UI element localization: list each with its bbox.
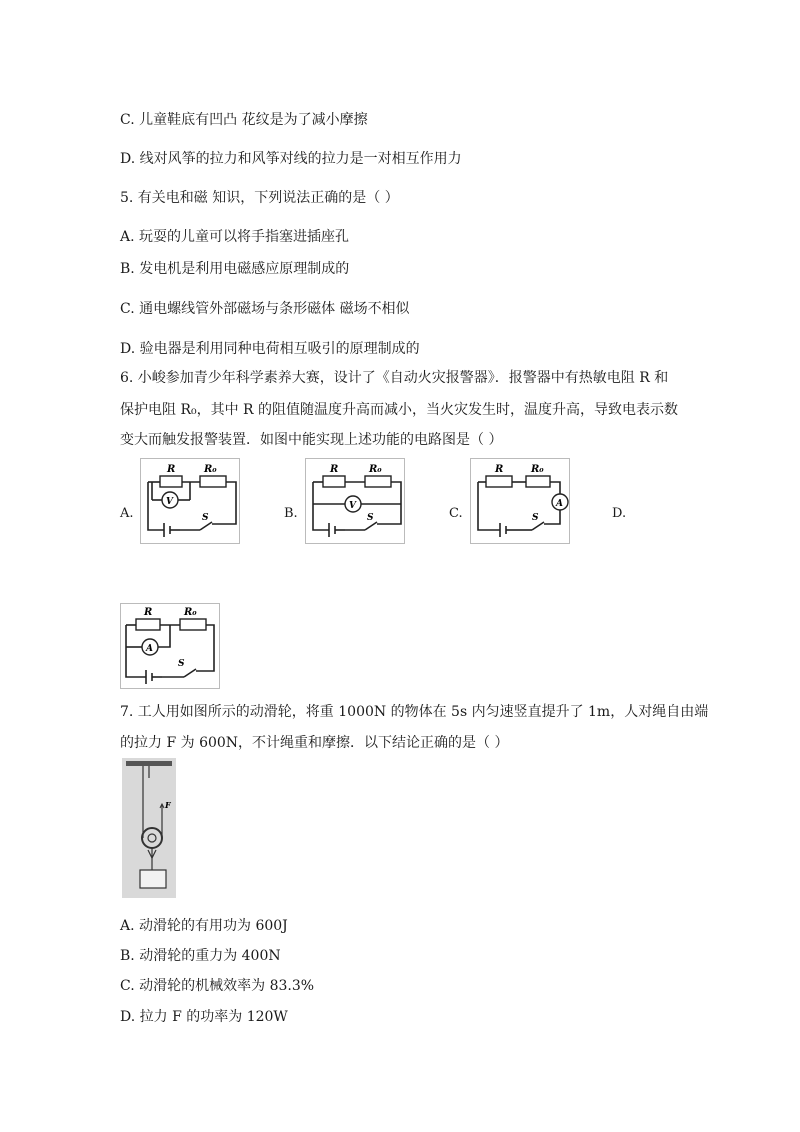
q5-option-a: A. 玩耍的儿童可以将手指塞进插座孔 bbox=[120, 229, 350, 245]
q7-stem-line-2: 的拉力 F 为 600N，不计绳重和摩擦．以下结论正确的是（ ） bbox=[120, 735, 509, 751]
q5-stem: 5. 有关电和磁 知识，下列说法正确的是（ ） bbox=[120, 190, 399, 206]
resistor-r-label: R bbox=[167, 464, 176, 475]
resistor-r-label: R bbox=[144, 607, 153, 618]
q4-option-d: D. 线对风筝的拉力和风筝对线的拉力是一对相互作用力 bbox=[120, 151, 462, 167]
switch-s-label: S bbox=[178, 659, 185, 669]
switch-s-label: S bbox=[367, 513, 374, 523]
q7-option-b: B. 动滑轮的重力为 400N bbox=[120, 948, 281, 964]
resistor-r-label: R bbox=[495, 464, 504, 475]
q4-option-c: C. 儿童鞋底有凹凸 花纹是为了减小摩擦 bbox=[120, 112, 368, 128]
q7-option-c: C. 动滑轮的机械效率为 83.3% bbox=[120, 978, 315, 994]
q7-option-a: A. 动滑轮的有用功为 600J bbox=[120, 918, 288, 934]
q7-option-d: D. 拉力 F 的功率为 120W bbox=[120, 1009, 288, 1025]
circuit-diagram-d bbox=[120, 603, 220, 689]
q6-stem-line-2: 保护电阻 R₀，其中 R 的阻值随温度升高而减小，当火灾发生时，温度升高，导致电表示数 bbox=[120, 402, 679, 418]
q6-stem-line-3: 变大而触发报警装置．如图中能实现上述功能的电路图是（ ） bbox=[120, 432, 503, 448]
q5-option-d: D. 验电器是利用同种电荷相互吸引的原理制成的 bbox=[120, 341, 420, 357]
q7-stem-line-1: 7. 工人用如图所示的动滑轮，将重 1000N 的物体在 5s 内匀速竖直提升了 1m，人对绳自由端 bbox=[120, 704, 709, 720]
q5-option-c: C. 通电螺线管外部磁场与条形磁体 磁场不相似 bbox=[120, 301, 410, 317]
circuit-diagram-a bbox=[140, 458, 240, 544]
resistor-r0-label: R₀ bbox=[369, 464, 382, 475]
circuit-diagram-c bbox=[470, 458, 570, 544]
q6-stem-line-1: 6. 小峻参加青少年科学素养大赛，设计了《自动火灾报警器》．报警器中有热敏电阻 R 和 bbox=[120, 370, 669, 386]
force-f-label: F bbox=[165, 800, 171, 810]
q6-option-b-label: B. bbox=[284, 506, 298, 521]
ammeter-icon: A bbox=[146, 644, 153, 654]
ammeter-icon: A bbox=[556, 499, 563, 509]
q6-option-d-label: D. bbox=[612, 506, 627, 521]
switch-s-label: S bbox=[202, 513, 209, 523]
q6-option-c-label: C. bbox=[449, 506, 463, 521]
switch-s-label: S bbox=[532, 513, 539, 523]
voltmeter-icon: V bbox=[166, 497, 173, 507]
voltmeter-icon: V bbox=[349, 501, 356, 511]
circuit-diagram-b bbox=[305, 458, 405, 544]
resistor-r0-label: R₀ bbox=[204, 464, 217, 475]
q6-option-a-label: A. bbox=[120, 506, 134, 521]
q5-option-b: B. 发电机是利用电磁感应原理制成的 bbox=[120, 261, 350, 277]
resistor-r0-label: R₀ bbox=[184, 607, 197, 618]
pulley-diagram bbox=[122, 758, 176, 898]
resistor-r0-label: R₀ bbox=[531, 464, 544, 475]
resistor-r-label: R bbox=[330, 464, 339, 475]
